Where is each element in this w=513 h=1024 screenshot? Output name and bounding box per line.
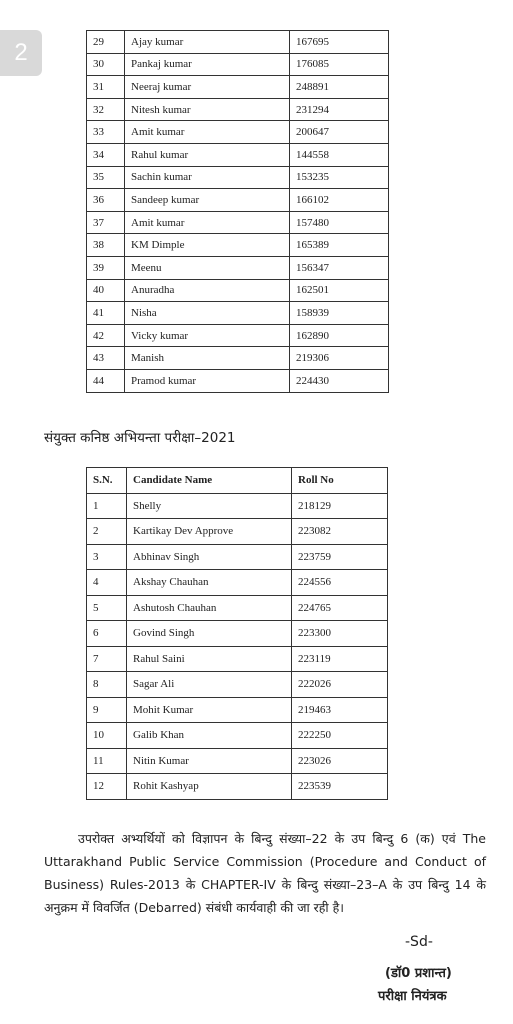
cell-candidate-name: Nitin Kumar [127, 748, 292, 774]
cell-sn: 1 [87, 493, 127, 519]
cell-sn: 31 [87, 76, 125, 99]
cell-roll-no: 224556 [292, 570, 388, 596]
cell-sn: 5 [87, 595, 127, 621]
cell-roll-no: 200647 [290, 121, 389, 144]
cell-sn: 10 [87, 723, 127, 749]
cell-sn: 9 [87, 697, 127, 723]
cell-candidate-name: Sandeep kumar [125, 189, 290, 212]
table-header-row [87, 468, 388, 494]
table-row [87, 774, 388, 800]
table-row [87, 672, 388, 698]
cell-roll-no: 157480 [290, 211, 389, 234]
cell-sn: 35 [87, 166, 125, 189]
cell-candidate-name: Sagar Ali [127, 672, 292, 698]
cell-roll-no: 223026 [292, 748, 388, 774]
cell-candidate-name: Govind Singh [127, 621, 292, 647]
table-row [87, 166, 389, 189]
table-row [87, 595, 388, 621]
table-row [87, 279, 389, 302]
table-row [87, 211, 389, 234]
cell-roll-no: 167695 [290, 31, 389, 54]
cell-roll-no: 223759 [292, 544, 388, 570]
table-row [87, 143, 389, 166]
cell-sn: 3 [87, 544, 127, 570]
table-row [87, 493, 388, 519]
table-row [87, 76, 389, 99]
table-row [87, 302, 389, 325]
cell-candidate-name: Nisha [125, 302, 290, 325]
cell-roll-no: 219306 [290, 347, 389, 370]
header-candidate-name: Candidate Name [127, 468, 292, 494]
table-row [87, 98, 389, 121]
page-number-badge: 2 [0, 30, 42, 76]
table-row [87, 646, 388, 672]
cell-candidate-name: Vicky kumar [125, 324, 290, 347]
cell-candidate-name: Neeraj kumar [125, 76, 290, 99]
table-row [87, 31, 389, 54]
cell-roll-no: 223082 [292, 519, 388, 545]
cell-candidate-name: Ashutosh Chauhan [127, 595, 292, 621]
table-row [87, 544, 388, 570]
cell-sn: 44 [87, 369, 125, 392]
signatory-name: (डॉ0 प्रशान्त) [385, 966, 452, 981]
cell-candidate-name: Galib Khan [127, 723, 292, 749]
cell-roll-no: 158939 [290, 302, 389, 325]
cell-sn: 40 [87, 279, 125, 302]
cell-sn: 36 [87, 189, 125, 212]
candidates-table-continued [86, 30, 389, 393]
cell-candidate-name: Nitesh kumar [125, 98, 290, 121]
cell-sn: 43 [87, 347, 125, 370]
cell-sn: 37 [87, 211, 125, 234]
table-row [87, 748, 388, 774]
table-row [87, 189, 389, 212]
cell-candidate-name: Ajay kumar [125, 31, 290, 54]
cell-sn: 38 [87, 234, 125, 257]
cell-sn: 6 [87, 621, 127, 647]
cell-roll-no: 248891 [290, 76, 389, 99]
cell-candidate-name: Mohit Kumar [127, 697, 292, 723]
cell-candidate-name: Anuradha [125, 279, 290, 302]
cell-sn: 30 [87, 53, 125, 76]
table-row [87, 723, 388, 749]
cell-candidate-name: Abhinav Singh [127, 544, 292, 570]
cell-roll-no: 218129 [292, 493, 388, 519]
table-row [87, 347, 389, 370]
cell-candidate-name: Akshay Chauhan [127, 570, 292, 596]
header-roll-no: Roll No [292, 468, 388, 494]
cell-candidate-name: Amit kumar [125, 211, 290, 234]
cell-candidate-name: Sachin kumar [125, 166, 290, 189]
table-row [87, 121, 389, 144]
table-row [87, 53, 389, 76]
cell-sn: 33 [87, 121, 125, 144]
cell-sn: 42 [87, 324, 125, 347]
cell-roll-no: 223539 [292, 774, 388, 800]
cell-roll-no: 224430 [290, 369, 389, 392]
table-row [87, 697, 388, 723]
cell-roll-no: 223119 [292, 646, 388, 672]
cell-sn: 41 [87, 302, 125, 325]
cell-sn: 29 [87, 31, 125, 54]
cell-roll-no: 144558 [290, 143, 389, 166]
debarment-notice-paragraph: उपरोक्त अभ्यर्थियों को विज्ञापन के बिन्दु संख्या–22 के उप बिन्दु 6 (क) एवं The Uttarakhand Public Service Commission (Procedure and Conduct of Business) Rules-2013 के CHAPTER-IV के बिन्दु संख्या–23–A के उप बिन्दु 14 के अनुक्रम में विवर्जित (Debarred) संबंधी कार्यवाही की जा रही है। [44, 831, 486, 915]
cell-candidate-name: Kartikay Dev Approve [127, 519, 292, 545]
cell-roll-no: 162890 [290, 324, 389, 347]
table-row [87, 234, 389, 257]
cell-roll-no: 222250 [292, 723, 388, 749]
cell-sn: 4 [87, 570, 127, 596]
table-row [87, 324, 389, 347]
candidates-table-je-2021 [86, 467, 388, 800]
cell-roll-no: 219463 [292, 697, 388, 723]
cell-candidate-name: Shelly [127, 493, 292, 519]
cell-roll-no: 231294 [290, 98, 389, 121]
cell-candidate-name: KM Dimple [125, 234, 290, 257]
cell-candidate-name: Rahul kumar [125, 143, 290, 166]
cell-candidate-name: Pankaj kumar [125, 53, 290, 76]
cell-sn: 2 [87, 519, 127, 545]
cell-candidate-name: Rohit Kashyap [127, 774, 292, 800]
cell-roll-no: 222026 [292, 672, 388, 698]
cell-candidate-name: Rahul Saini [127, 646, 292, 672]
cell-roll-no: 166102 [290, 189, 389, 212]
cell-candidate-name: Pramod kumar [125, 369, 290, 392]
table-row [87, 256, 389, 279]
cell-candidate-name: Meenu [125, 256, 290, 279]
signatory-title: परीक्षा नियंत्रक [378, 989, 447, 1004]
cell-sn: 12 [87, 774, 127, 800]
cell-roll-no: 224765 [292, 595, 388, 621]
header-sn: S.N. [87, 468, 127, 494]
cell-candidate-name: Amit kumar [125, 121, 290, 144]
cell-roll-no: 165389 [290, 234, 389, 257]
cell-sn: 32 [87, 98, 125, 121]
cell-roll-no: 162501 [290, 279, 389, 302]
cell-sn: 8 [87, 672, 127, 698]
table-row [87, 621, 388, 647]
cell-sn: 39 [87, 256, 125, 279]
cell-sn: 11 [87, 748, 127, 774]
cell-sn: 34 [87, 143, 125, 166]
signed-marker: -Sd- [405, 934, 433, 950]
table-row [87, 519, 388, 545]
cell-roll-no: 176085 [290, 53, 389, 76]
table-row [87, 570, 388, 596]
cell-candidate-name: Manish [125, 347, 290, 370]
cell-roll-no: 223300 [292, 621, 388, 647]
cell-roll-no: 156347 [290, 256, 389, 279]
cell-sn: 7 [87, 646, 127, 672]
table-row [87, 369, 389, 392]
cell-roll-no: 153235 [290, 166, 389, 189]
section-heading: संयुक्त कनिष्ठ अभियन्ता परीक्षा–2021 [44, 430, 236, 446]
